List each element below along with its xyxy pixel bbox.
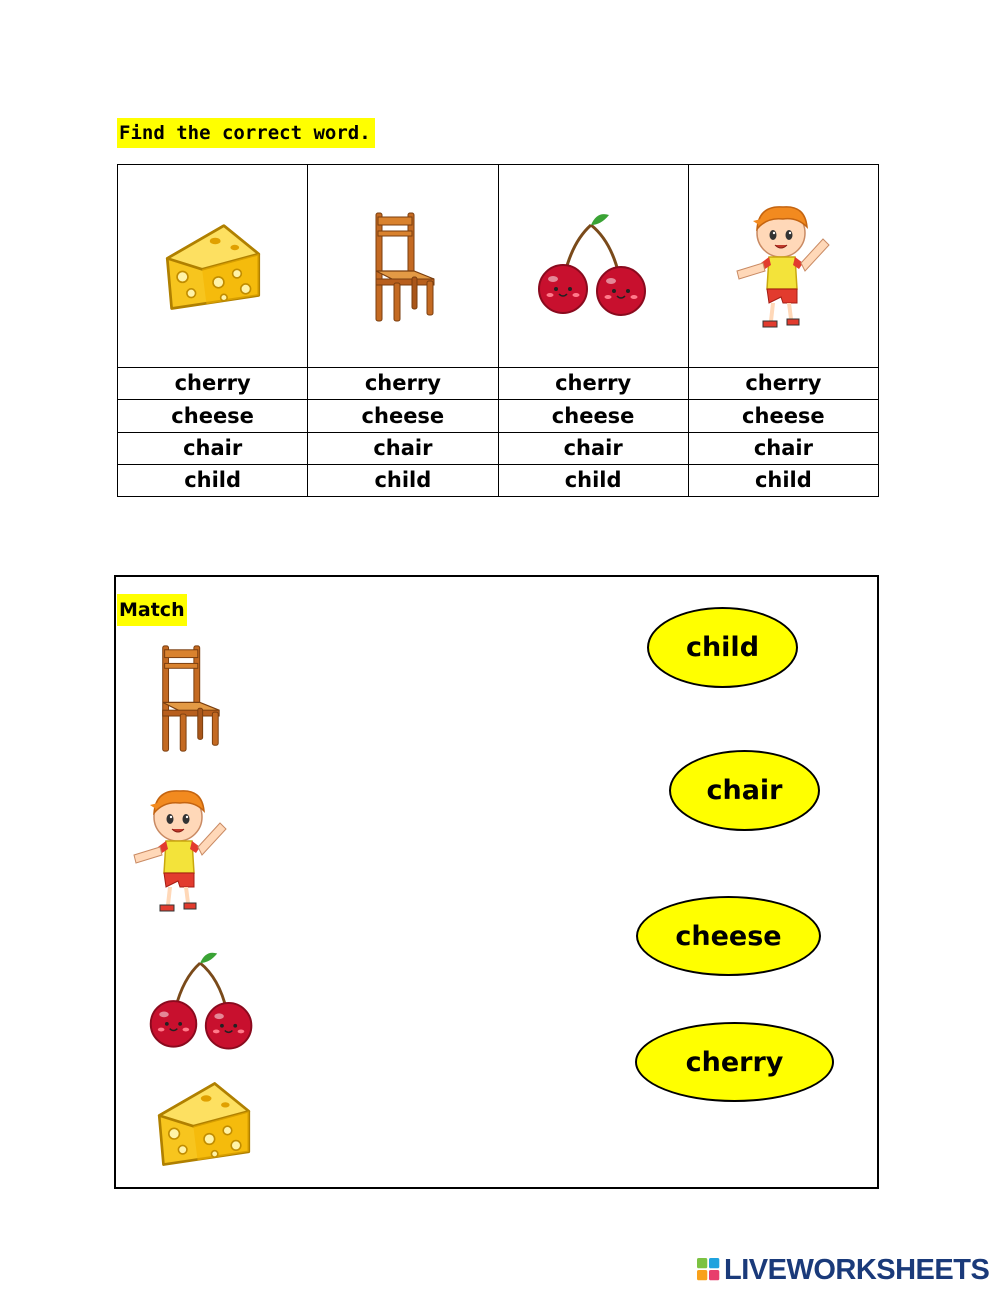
chair-icon — [368, 209, 438, 324]
option-row-1 — [118, 368, 879, 400]
match-heading: Match — [117, 594, 187, 626]
picture-cell-1 — [118, 165, 308, 368]
cheese-icon[interactable] — [150, 1075, 258, 1171]
match-word-cherry[interactable]: cherry — [635, 1022, 834, 1102]
word-option[interactable]: child — [688, 464, 878, 496]
find-word-table — [117, 164, 879, 497]
option-row-4 — [118, 464, 879, 496]
word-option[interactable]: chair — [688, 432, 878, 464]
word-option[interactable]: child — [498, 464, 688, 496]
picture-cell-3 — [498, 165, 688, 368]
option-row-3 — [118, 432, 879, 464]
word-option[interactable]: cherry — [688, 368, 878, 400]
child-icon — [733, 199, 833, 334]
find-word-heading: Find the correct word. — [117, 118, 375, 148]
child-icon[interactable] — [130, 783, 230, 918]
word-option[interactable]: cherry — [498, 368, 688, 400]
word-option[interactable]: chair — [308, 432, 498, 464]
logo-text: LIVEWORKSHEETS — [724, 1254, 990, 1286]
word-option[interactable]: cheese — [498, 400, 688, 432]
cherry-icon[interactable] — [145, 948, 259, 1056]
picture-cell-4 — [688, 165, 878, 368]
word-option[interactable]: cherry — [308, 368, 498, 400]
cheese-icon — [158, 217, 268, 315]
match-word-chair[interactable]: chair — [669, 750, 820, 831]
picture-cell-2 — [308, 165, 498, 368]
word-option[interactable]: cheese — [118, 400, 308, 432]
word-option[interactable]: cherry — [118, 368, 308, 400]
logo-icon — [697, 1258, 721, 1282]
liveworksheets-logo — [697, 1254, 989, 1286]
word-option[interactable]: chair — [498, 432, 688, 464]
chair-icon[interactable] — [152, 642, 226, 754]
picture-row — [118, 165, 879, 368]
word-option[interactable]: cheese — [688, 400, 878, 432]
word-option[interactable]: child — [118, 464, 308, 496]
option-row-2 — [118, 400, 879, 432]
match-word-cheese[interactable]: cheese — [636, 896, 821, 976]
word-option[interactable]: cheese — [308, 400, 498, 432]
word-option[interactable]: child — [308, 464, 498, 496]
match-word-child[interactable]: child — [647, 607, 798, 688]
cherry-icon — [533, 211, 653, 321]
word-option[interactable]: chair — [118, 432, 308, 464]
